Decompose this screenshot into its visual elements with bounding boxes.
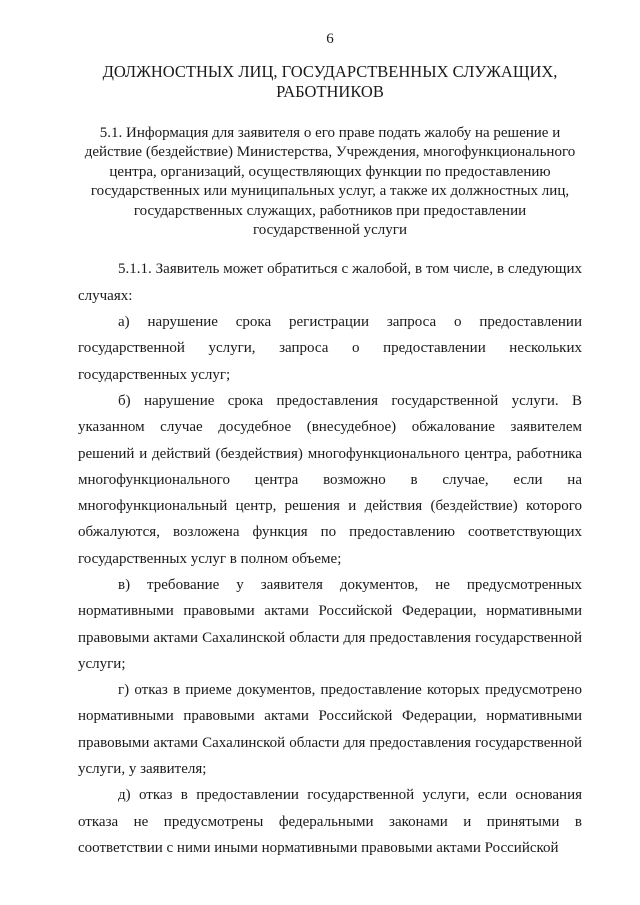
subsection-title-line: государственных или муниципальных услуг, а также их должностных лиц, xyxy=(90,183,570,200)
heading-line: РАБОТНИКОВ xyxy=(276,82,384,101)
heading-line: ДОЛЖНОСТНЫХ ЛИЦ, ГОСУДАРСТВЕННЫХ СЛУЖАЩИХ, xyxy=(102,62,558,81)
subsection-title-line: действие (бездействие) Министерства, Учреждения, многофункционального xyxy=(84,144,576,161)
paragraph-5-1-1: 5.1.1. Заявитель может обратиться с жалобой, в том числе, в следующих случаях: xyxy=(78,261,582,304)
subsection-title-line: государственных служащих, работников при предоставлении xyxy=(133,202,527,219)
paragraph-item-a: а) нарушение срока регистрации запроса о предоставлении государственной услуги, запроса о предоставлении нескольких государственных услуг; xyxy=(78,314,582,383)
subsection-title-line: центра, организаций, осуществляющих функции по предоставлению xyxy=(109,163,551,180)
page-number: 6 xyxy=(326,31,334,47)
paragraph-item-d: д) отказ в предоставлении государственной услуги, если основания отказа не предусмотрены федеральными законами и принятыми в соответствии с ними иными нормативными правовыми актами Российской xyxy=(78,787,582,856)
section-heading-continuation xyxy=(78,62,582,102)
subsection-title-line: государственной услуги xyxy=(253,222,407,239)
paragraph-item-v: в) требование у заявителя документов, не предусмотренных нормативными правовыми актами Российской Федерации, нормативными правовыми актами Сахалинской области для предоставления государственной услуги; xyxy=(78,577,582,672)
paragraph-item-g: г) отказ в приеме документов, предоставление которых предусмотрено нормативными правовыми актами Российской Федерации, нормативными правовыми актами Сахалинской области для предоставления государственной услуги, у заявителя; xyxy=(78,682,582,778)
paragraph-item-b: б) нарушение срока предоставления государственной услуги. В указанном случае досудебное (внесудебное) обжалование заявителем решений и действий (бездействия) многофункционального центра, работника многофункционального центра возможно в случае, если на многофункциональный центр, решения и действия (бездействие) которого обжалуются, возложена функция по предоставлению соответствующих государственных услуг в полном объеме; xyxy=(78,392,582,567)
subsection-title-line: 5.1. Информация для заявителя о его праве подать жалобу на решение и xyxy=(99,125,561,141)
subsection-title xyxy=(78,124,582,240)
